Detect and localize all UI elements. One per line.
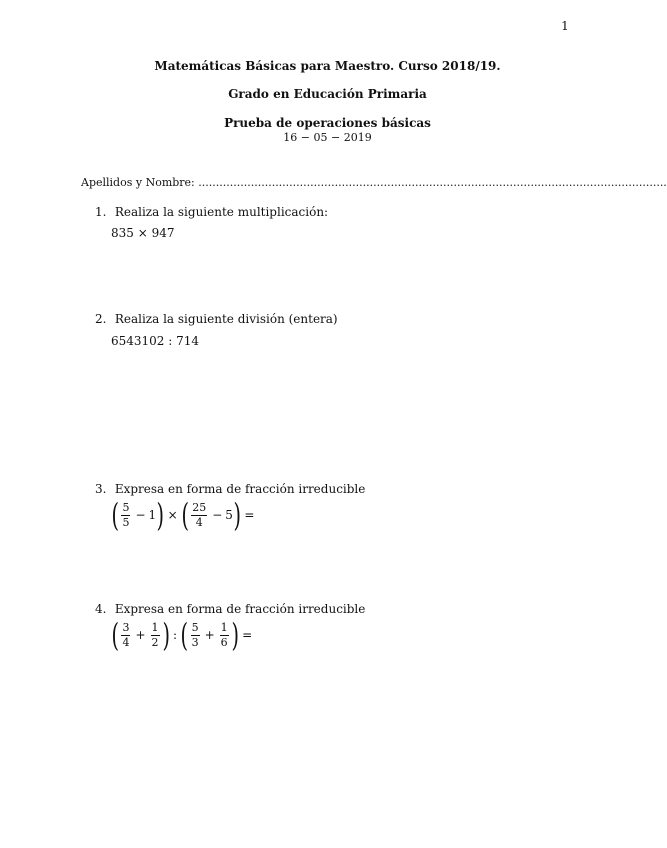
question-1-expression: 835 × 947: [111, 226, 175, 240]
numerator: 5: [191, 620, 199, 634]
left-paren: (: [181, 496, 189, 534]
denominator: 5: [122, 515, 130, 529]
operator: +: [204, 628, 215, 642]
fraction: [220, 621, 229, 650]
page-number: 1: [561, 19, 569, 33]
operator: ×: [167, 508, 178, 522]
degree-title: Grado en Educación Primaria: [228, 87, 427, 101]
question-number: 1.: [95, 205, 107, 219]
question-number: 2.: [95, 312, 107, 326]
fraction: [151, 621, 160, 650]
question-number: 3.: [95, 482, 107, 496]
right-paren: ): [162, 616, 170, 654]
left-paren: (: [111, 616, 119, 654]
operator: :: [173, 628, 178, 642]
numerator: 25: [192, 500, 207, 514]
numerator: 5: [122, 500, 130, 514]
fraction: [191, 501, 207, 530]
question-3-expression: [111, 496, 257, 534]
fraction: [191, 621, 200, 650]
question-prompt: Expresa en forma de fracción irreducible: [114, 482, 366, 496]
operator: −: [212, 508, 223, 522]
course-title: Matemáticas Básicas para Maestro. Curso 2018/19.: [154, 59, 501, 73]
name-field[interactable]: [81, 176, 667, 189]
denominator: 4: [195, 515, 203, 529]
question-prompt: Realiza la siguiente división (entera): [114, 312, 338, 326]
question-4: [95, 602, 365, 616]
denominator: 6: [220, 635, 228, 649]
question-3: [95, 482, 365, 496]
denominator: 4: [122, 635, 130, 649]
question-2: [95, 312, 338, 326]
fraction: [121, 501, 130, 530]
fraction: [121, 621, 130, 650]
operand: 5: [225, 508, 233, 522]
right-paren: ): [233, 496, 241, 534]
question-2-expression: 6543102 : 714: [111, 334, 200, 348]
right-paren: ): [156, 496, 165, 534]
numerator: 1: [220, 620, 228, 634]
name-field-label: Apellidos y Nombre:: [81, 176, 195, 189]
question-prompt: Expresa en forma de fracción irreducible: [114, 602, 366, 616]
exam-date: 16 − 05 − 2019: [283, 131, 372, 144]
numerator: 3: [122, 620, 130, 634]
operator: +: [135, 628, 146, 642]
right-paren: ): [231, 616, 239, 654]
name-field-dots: ......................................................................................................................................: [198, 176, 667, 189]
question-prompt: Realiza la siguiente multiplicación:: [114, 205, 329, 219]
operator: −: [135, 508, 146, 522]
equals-sign: =: [244, 508, 255, 522]
left-paren: (: [111, 496, 119, 534]
question-1: [95, 205, 328, 219]
question-number: 4.: [95, 602, 107, 616]
denominator: 2: [151, 635, 159, 649]
operand: 1: [148, 508, 157, 522]
equals-sign: =: [242, 628, 253, 642]
left-paren: (: [180, 616, 189, 654]
denominator: 3: [191, 635, 199, 649]
question-4-expression: [111, 616, 255, 654]
exam-title: Prueba de operaciones básicas: [224, 116, 431, 130]
numerator: 1: [151, 620, 159, 634]
